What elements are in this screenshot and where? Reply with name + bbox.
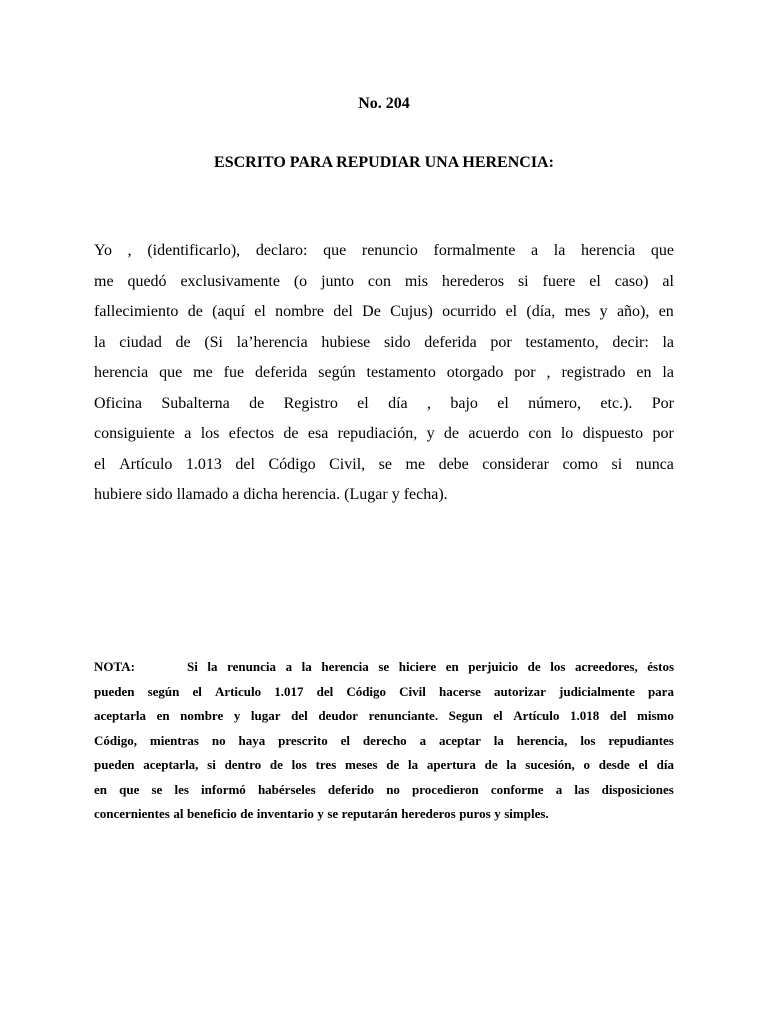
body-word: por	[652, 425, 674, 442]
body-word: acuerdo	[468, 425, 520, 442]
nota-word: judicialmente	[559, 683, 635, 699]
body-word: hubiese	[321, 333, 371, 351]
nota-word: prescrito	[278, 732, 328, 748]
body-word: la	[662, 364, 674, 381]
body-word: testamento	[366, 364, 436, 381]
nota-word: derecho	[362, 732, 407, 748]
body-word: herederos	[441, 272, 505, 290]
nota-word: haya	[238, 732, 266, 748]
body-word: otorgado	[446, 364, 504, 381]
body-word: y	[426, 425, 435, 442]
nota-word: lugar	[250, 708, 281, 723]
nota-word: de	[484, 757, 498, 772]
nota-word: en	[94, 781, 107, 797]
body-word: de	[283, 425, 299, 442]
nota-word: 1.017	[274, 683, 304, 699]
nota-word: los	[550, 659, 566, 674]
nota-word: hiciere	[398, 659, 437, 674]
body-word: efectos	[228, 425, 275, 442]
nota-word: simples.	[504, 806, 549, 821]
nota-word: aceptarla	[94, 708, 146, 723]
body-word: el	[357, 394, 369, 412]
nota-word: día	[656, 757, 674, 772]
nota-word: el	[192, 683, 202, 699]
body-word: de	[187, 303, 203, 320]
nota-word: en	[156, 708, 170, 723]
body-line	[94, 332, 674, 363]
nota-word: habérseles	[257, 781, 316, 797]
body-word: (aquí	[212, 303, 245, 320]
nota-word: procedieron	[412, 781, 479, 797]
body-word: junto	[321, 272, 354, 290]
body-word: fecha).	[403, 486, 448, 503]
nota-word: beneficio	[186, 806, 237, 821]
body-word: debe	[438, 455, 469, 473]
body-word: De	[362, 303, 381, 320]
body-word: consiguiente	[94, 425, 175, 442]
nota-word: no	[211, 732, 226, 748]
body-word: fuere	[542, 272, 576, 290]
body-word: de	[249, 394, 265, 412]
body-word: lo	[560, 425, 574, 442]
body-word: fue	[223, 364, 245, 381]
body-word: sido	[145, 486, 173, 503]
body-word: a	[184, 425, 192, 442]
body-word: con	[528, 425, 552, 442]
body-word: caso)	[614, 272, 649, 290]
nota-word: Código,	[94, 732, 137, 748]
body-word: si	[611, 455, 623, 473]
body-word: considerar	[482, 455, 549, 473]
nota-word: meses	[345, 757, 378, 772]
body-word: la	[553, 242, 566, 259]
body-word: que	[323, 242, 347, 259]
nota-word: se	[327, 806, 339, 821]
body-word: al	[662, 272, 674, 290]
body-word: esa	[307, 425, 329, 442]
body-word: del	[235, 455, 255, 473]
body-word: Oficina	[94, 394, 142, 412]
nota-line	[94, 732, 674, 757]
body-word: deferida	[254, 364, 308, 381]
body-word: por	[490, 333, 512, 351]
nota-word: herencia	[321, 659, 369, 674]
body-word: los	[200, 425, 220, 442]
body-word: el	[505, 303, 518, 320]
nota-word: a	[419, 732, 427, 748]
nota-word: éstos	[647, 659, 674, 674]
body-word: ,	[546, 364, 551, 381]
nota-line	[94, 756, 674, 781]
body-word: a	[530, 242, 539, 259]
body-word: y	[599, 303, 608, 320]
body-word: en	[658, 303, 674, 320]
body-word: ocurrido	[442, 303, 497, 320]
body-word: dispuesto	[582, 425, 644, 442]
body-word: repudiación,	[337, 425, 418, 442]
body-word: el	[497, 394, 509, 412]
nota-word: mismo	[637, 708, 674, 723]
body-word: la	[662, 333, 674, 351]
nota-word: inventario	[256, 806, 314, 821]
body-line	[94, 454, 674, 485]
body-word: del	[333, 303, 353, 320]
body-word: herencia	[581, 242, 636, 259]
body-word: año),	[616, 303, 650, 320]
body-word: mes	[564, 303, 591, 320]
body-word: Por	[651, 394, 674, 412]
nota-word: apertura	[426, 757, 476, 772]
nota-word: deudor	[318, 708, 359, 723]
body-word: de	[175, 333, 191, 351]
nota-word: del	[609, 708, 627, 723]
nota-word: la	[407, 757, 419, 772]
nota-word: aceptar	[438, 732, 481, 748]
nota-word: se	[151, 781, 163, 797]
nota-word: tres	[315, 757, 337, 772]
body-line	[94, 423, 674, 454]
body-word: número,	[528, 394, 582, 412]
nota-word: el	[638, 757, 648, 772]
body-word: según	[318, 364, 356, 381]
body-word: por	[514, 364, 536, 381]
nota-word: Artículo	[513, 708, 560, 723]
nota-word: conforme	[490, 781, 544, 797]
nota-word: de	[527, 659, 541, 674]
body-word: Cujus)	[390, 303, 433, 320]
body-word: quedó	[127, 272, 167, 290]
body-word: llamado	[176, 486, 229, 503]
body-word: sido	[383, 333, 411, 351]
body-word: fallecimiento	[94, 303, 179, 320]
body-word: la’herencia	[236, 333, 308, 351]
body-word: formalmente	[433, 242, 516, 259]
nota-word: al	[173, 806, 184, 821]
nota-word: de	[269, 757, 283, 772]
body-word: registrado	[561, 364, 626, 381]
nota-word: repudiantes	[608, 732, 674, 748]
nota-word: y	[494, 806, 501, 821]
nota-word: se	[378, 659, 390, 674]
nota-word: desde	[598, 757, 630, 772]
body-word: Código	[268, 455, 316, 473]
body-word: (o	[293, 272, 308, 290]
nota-word: la	[493, 732, 504, 748]
body-word: me	[405, 455, 426, 473]
nota-word: para	[647, 683, 674, 699]
body-word: nombre	[275, 303, 324, 320]
body-word: (identificarlo),	[147, 242, 241, 259]
nota-word: aceptarla,	[143, 757, 199, 772]
document-title: ESCRITO PARA REPUDIAR UNA HERENCIA:	[214, 154, 554, 171]
body-word: etc.).	[600, 394, 633, 412]
nota-word: en	[445, 659, 459, 674]
body-word: nunca	[635, 455, 674, 473]
body-word: que	[159, 364, 183, 381]
nota-word: informó	[201, 781, 246, 797]
nota-word: Segun	[448, 708, 483, 723]
nota-word: les	[174, 781, 189, 797]
body-word: y	[391, 486, 400, 503]
nota-line	[94, 658, 674, 683]
body-word: que	[650, 242, 674, 259]
body-word: renuncio	[361, 242, 418, 259]
body-word: el	[254, 303, 266, 320]
nota-word: herederos	[401, 806, 456, 821]
body-word: me	[193, 364, 213, 381]
nota-word: la	[506, 757, 517, 772]
body-word: exclusivamente	[180, 272, 280, 290]
nota-word: hacerse	[438, 683, 481, 699]
nota-word: acreedores,	[575, 659, 638, 674]
nota-word: que	[119, 781, 140, 797]
nota-word: según	[147, 683, 180, 699]
nota-word: del	[291, 708, 308, 723]
nota-word: Civil	[399, 683, 426, 699]
nota-word: y	[233, 708, 241, 723]
nota-word: el	[493, 708, 503, 723]
nota-word: puros	[459, 806, 491, 821]
nota-word: la	[301, 659, 312, 674]
body-word: mis	[404, 272, 428, 290]
body-word: se	[378, 455, 392, 473]
nota-word: Si	[187, 659, 198, 674]
nota-word: deferido	[327, 781, 375, 797]
nota-word: dentro	[224, 757, 262, 772]
body-word: de	[443, 425, 460, 442]
nota-word: pueden	[94, 683, 135, 699]
nota-line	[94, 805, 674, 830]
body-line	[94, 393, 674, 424]
nota-word: renunciante.	[368, 708, 439, 723]
nota-word: el	[340, 732, 350, 748]
nota-word: sucesión,	[525, 757, 575, 772]
nota-word: autorizar	[493, 683, 546, 699]
nota-word: nombre	[180, 708, 224, 723]
nota-word: a	[285, 659, 293, 674]
body-word: ciudad	[119, 333, 162, 351]
nota-word: del	[316, 683, 334, 699]
body-word: testamento,	[525, 333, 599, 351]
body-line	[94, 240, 674, 271]
nota-word: renuncia	[227, 659, 277, 674]
body-word: hubiere	[94, 486, 142, 503]
body-word: me	[94, 272, 114, 290]
body-line	[94, 271, 674, 302]
body-word: (Si	[204, 333, 223, 351]
body-word: Artículo	[119, 455, 173, 473]
nota-word: las	[574, 781, 590, 797]
nota-line	[94, 707, 674, 732]
nota-line	[94, 683, 674, 708]
nota-word: herencia,	[516, 732, 568, 748]
body-word: declaro:	[255, 242, 308, 259]
body-word: ,	[426, 394, 431, 412]
nota-word: reputarán	[341, 806, 398, 821]
nota-word: los	[291, 757, 307, 772]
body-word: bajo	[450, 394, 478, 412]
nota-word: los	[580, 732, 596, 748]
nota-word: mientras	[149, 732, 199, 748]
body-word: herencia	[94, 364, 149, 381]
body-word: deferida	[424, 333, 477, 351]
body-line	[94, 362, 674, 393]
body-word: si	[517, 272, 529, 290]
body-word: Yo	[94, 242, 112, 259]
nota-line	[94, 781, 674, 806]
nota-word: 1.018	[569, 708, 600, 723]
body-word: Subalterna	[161, 394, 230, 412]
body-word: con	[367, 272, 391, 290]
body-line	[94, 484, 674, 515]
nota-word: concernientes	[94, 806, 170, 821]
nota-word: disposiciones	[601, 781, 674, 797]
body-word: Civil,	[329, 455, 366, 473]
body-word: (Lugar	[344, 486, 388, 503]
nota-word: si	[207, 757, 216, 772]
nota-word: Código	[346, 683, 387, 699]
body-word: 1.013	[185, 455, 222, 473]
nota-word: o	[583, 757, 590, 772]
body-word: el	[589, 272, 601, 290]
body-word: la	[94, 333, 106, 351]
nota-word: perjuicio	[468, 659, 519, 674]
body-word: en	[636, 364, 652, 381]
body-word: (día,	[526, 303, 556, 320]
body-word: como	[562, 455, 598, 473]
nota-word: pueden	[94, 757, 135, 772]
body-word: ,	[127, 242, 132, 259]
document-number: No. 204	[358, 95, 410, 112]
nota-label: NOTA:	[94, 659, 135, 674]
body-word: herencia.	[281, 486, 341, 503]
body-word: el	[94, 455, 106, 473]
body-word: decir:	[612, 333, 649, 351]
nota-paragraph	[94, 658, 674, 830]
nota-word: la	[207, 659, 218, 674]
body-paragraph	[94, 240, 674, 515]
nota-word: no	[386, 781, 400, 797]
body-word: día	[388, 394, 408, 412]
body-word: Registro	[283, 394, 338, 412]
nota-word: a	[555, 781, 563, 797]
nota-word: de	[240, 806, 254, 821]
nota-word: de	[386, 757, 400, 772]
body-word: a	[232, 486, 240, 503]
body-word: dicha	[243, 486, 278, 503]
body-line	[94, 301, 674, 332]
nota-word: y	[317, 806, 324, 821]
nota-word: Articulo	[214, 683, 262, 699]
